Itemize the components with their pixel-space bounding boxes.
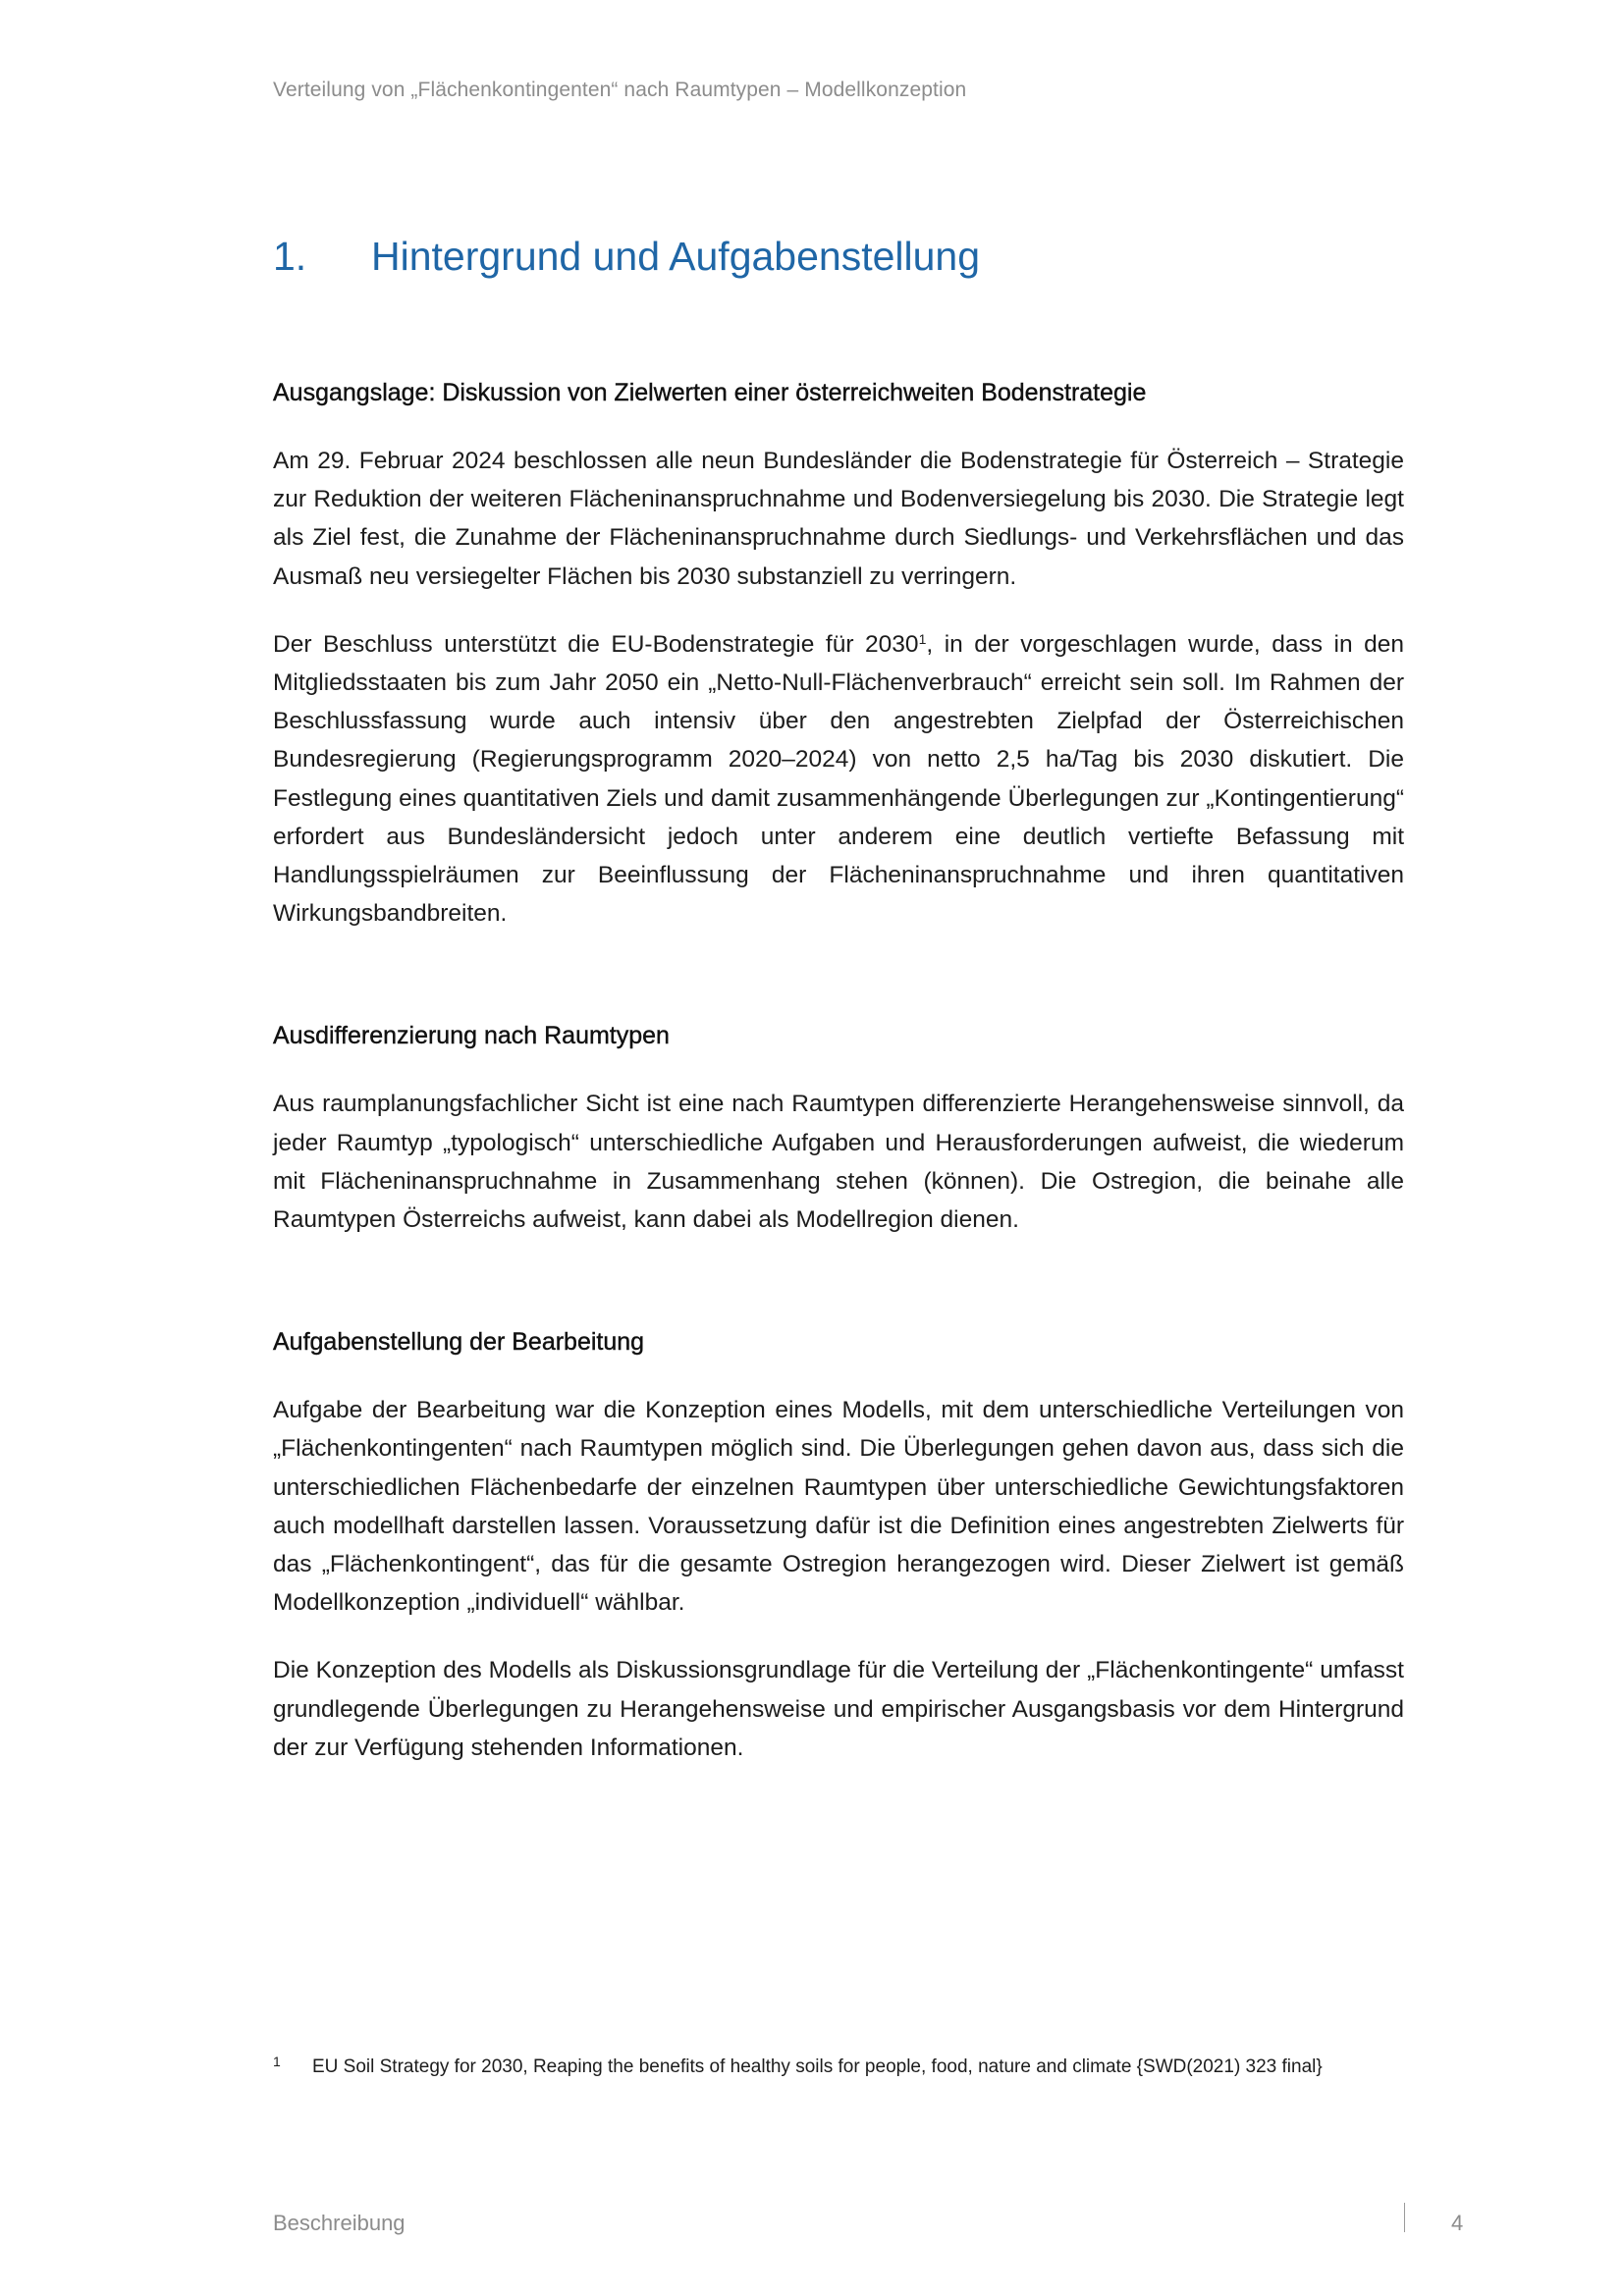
main-content (273, 373, 1404, 1796)
paragraph-text: Der Beschluss unterstützt die EU-Bodenstrategie für 2030 (273, 630, 919, 658)
footnote-mark: 1 (273, 2054, 281, 2069)
footnote-reference[interactable]: 1 (918, 630, 927, 647)
section-title-aufgabenstellung: Aufgabenstellung der Bearbeitung (273, 1328, 645, 1357)
running-header: Verteilung von „Flächenkontingenten“ nach Raumtypen – Modellkonzeption (273, 79, 967, 101)
paragraph: Aufgabe der Bearbeitung war die Konzeption eines Modells, mit dem unterschiedliche Verteilungen von „Flächenkontingenten“ nach Raumtypen möglich sind. Die Überlegungen gehen davon aus, dass sich die unterschiedlichen Flächenbedarfe der einzelnen Raumtypen über unterschiedliche Gewichtungsfaktoren auch modellhaft darstellen lassen. Voraussetzung dafür ist die Definition eines angestrebten Zielwerts für das „Flächenkontingent“, das für die gesamte Ostregion herangezogen wird. Dieser Zielwert ist gemäß Modellkonzeption „individuell“ wählbar. (273, 1397, 1404, 1617)
paragraph: Aus raumplanungsfachlicher Sicht ist eine nach Raumtypen differenzierte Herangehensweise sinnvoll, da jeder Raumtyp „typologisch“ unterschiedliche Aufgaben und Herausforderungen aufweist, die wiederum mit Flächeninanspruchnahme in Zusammenhang stehen (können). Die Ostregion, die beinahe alle Raumtypen Österreichs aufweist, kann dabei als Modellregion dienen. (273, 1091, 1404, 1234)
section-title-ausgangslage: Ausgangslage: Diskussion von Zielwerten einer österreichweiten Bodenstrategie (273, 379, 1147, 406)
footer-section-label: Beschreibung (273, 2211, 406, 2235)
paragraph (273, 625, 1404, 934)
footnote (273, 2054, 1451, 2078)
paragraph: Am 29. Februar 2024 beschlossen alle neun Bundesländer die Bodenstrategie für Österreich – Strategie zur Reduktion der weiteren Flächeninanspruchnahme und Bodenversiegelung bis 2030. Die Strategie legt als Ziel fest, die Zunahme der Flächeninanspruchnahme durch Siedlungs- und Verkehrsflächen und das Ausmaß neu versiegelter Flächen bis 2030 substanziell zu verringern. (273, 448, 1404, 590)
chapter-number: 1. (273, 234, 307, 279)
section-title-raumtypen: Ausdifferenzierung nach Raumtypen (273, 1022, 670, 1050)
footer-divider (1404, 2203, 1405, 2232)
chapter-heading (273, 234, 980, 280)
footnote-text: EU Soil Strategy for 2030, Reaping the benefits of healthy soils for people, food, nature and climate {SWD(2021) 323 final} (312, 2056, 1323, 2077)
paragraph: Die Konzeption des Modells als Diskussionsgrundlage für die Verteilung der „Flächenkontingente“ umfasst grundlegende Überlegungen zu Herangehensweise und empirischer Ausgangsbasis vor dem Hintergrund der zur Verfügung stehenden Informationen. (273, 1657, 1404, 1761)
paragraph-text: , in der vorgeschlagen wurde, dass in den Mitgliedsstaaten bis zum Jahr 2050 ein „Netto-Null-Flächenverbrauch“ erreicht sein soll. Im Rahmen der Beschlussfassung wurde auch intensiv über den angestrebten Zielpfad der Österreichischen Bundesregierung (Regierungsprogramm 2020–2024) von netto 2,5 ha/Tag bis 2030 diskutiert. Die Festlegung eines quantitativen Ziels und damit zusammenhängende Überlegungen zur „Kontingentierung“ erfordert aus Bundesländersicht jedoch unter anderem eine deutlich vertiefte Befassung mit Handlungsspielräumen zur Beeinflussung der Flächeninanspruchnahme und ihren quantitativen Wirkungsbandbreiten. (273, 630, 1404, 928)
chapter-title: Hintergrund und Aufgabenstellung (371, 234, 981, 279)
page-number: 4 (1451, 2211, 1464, 2235)
